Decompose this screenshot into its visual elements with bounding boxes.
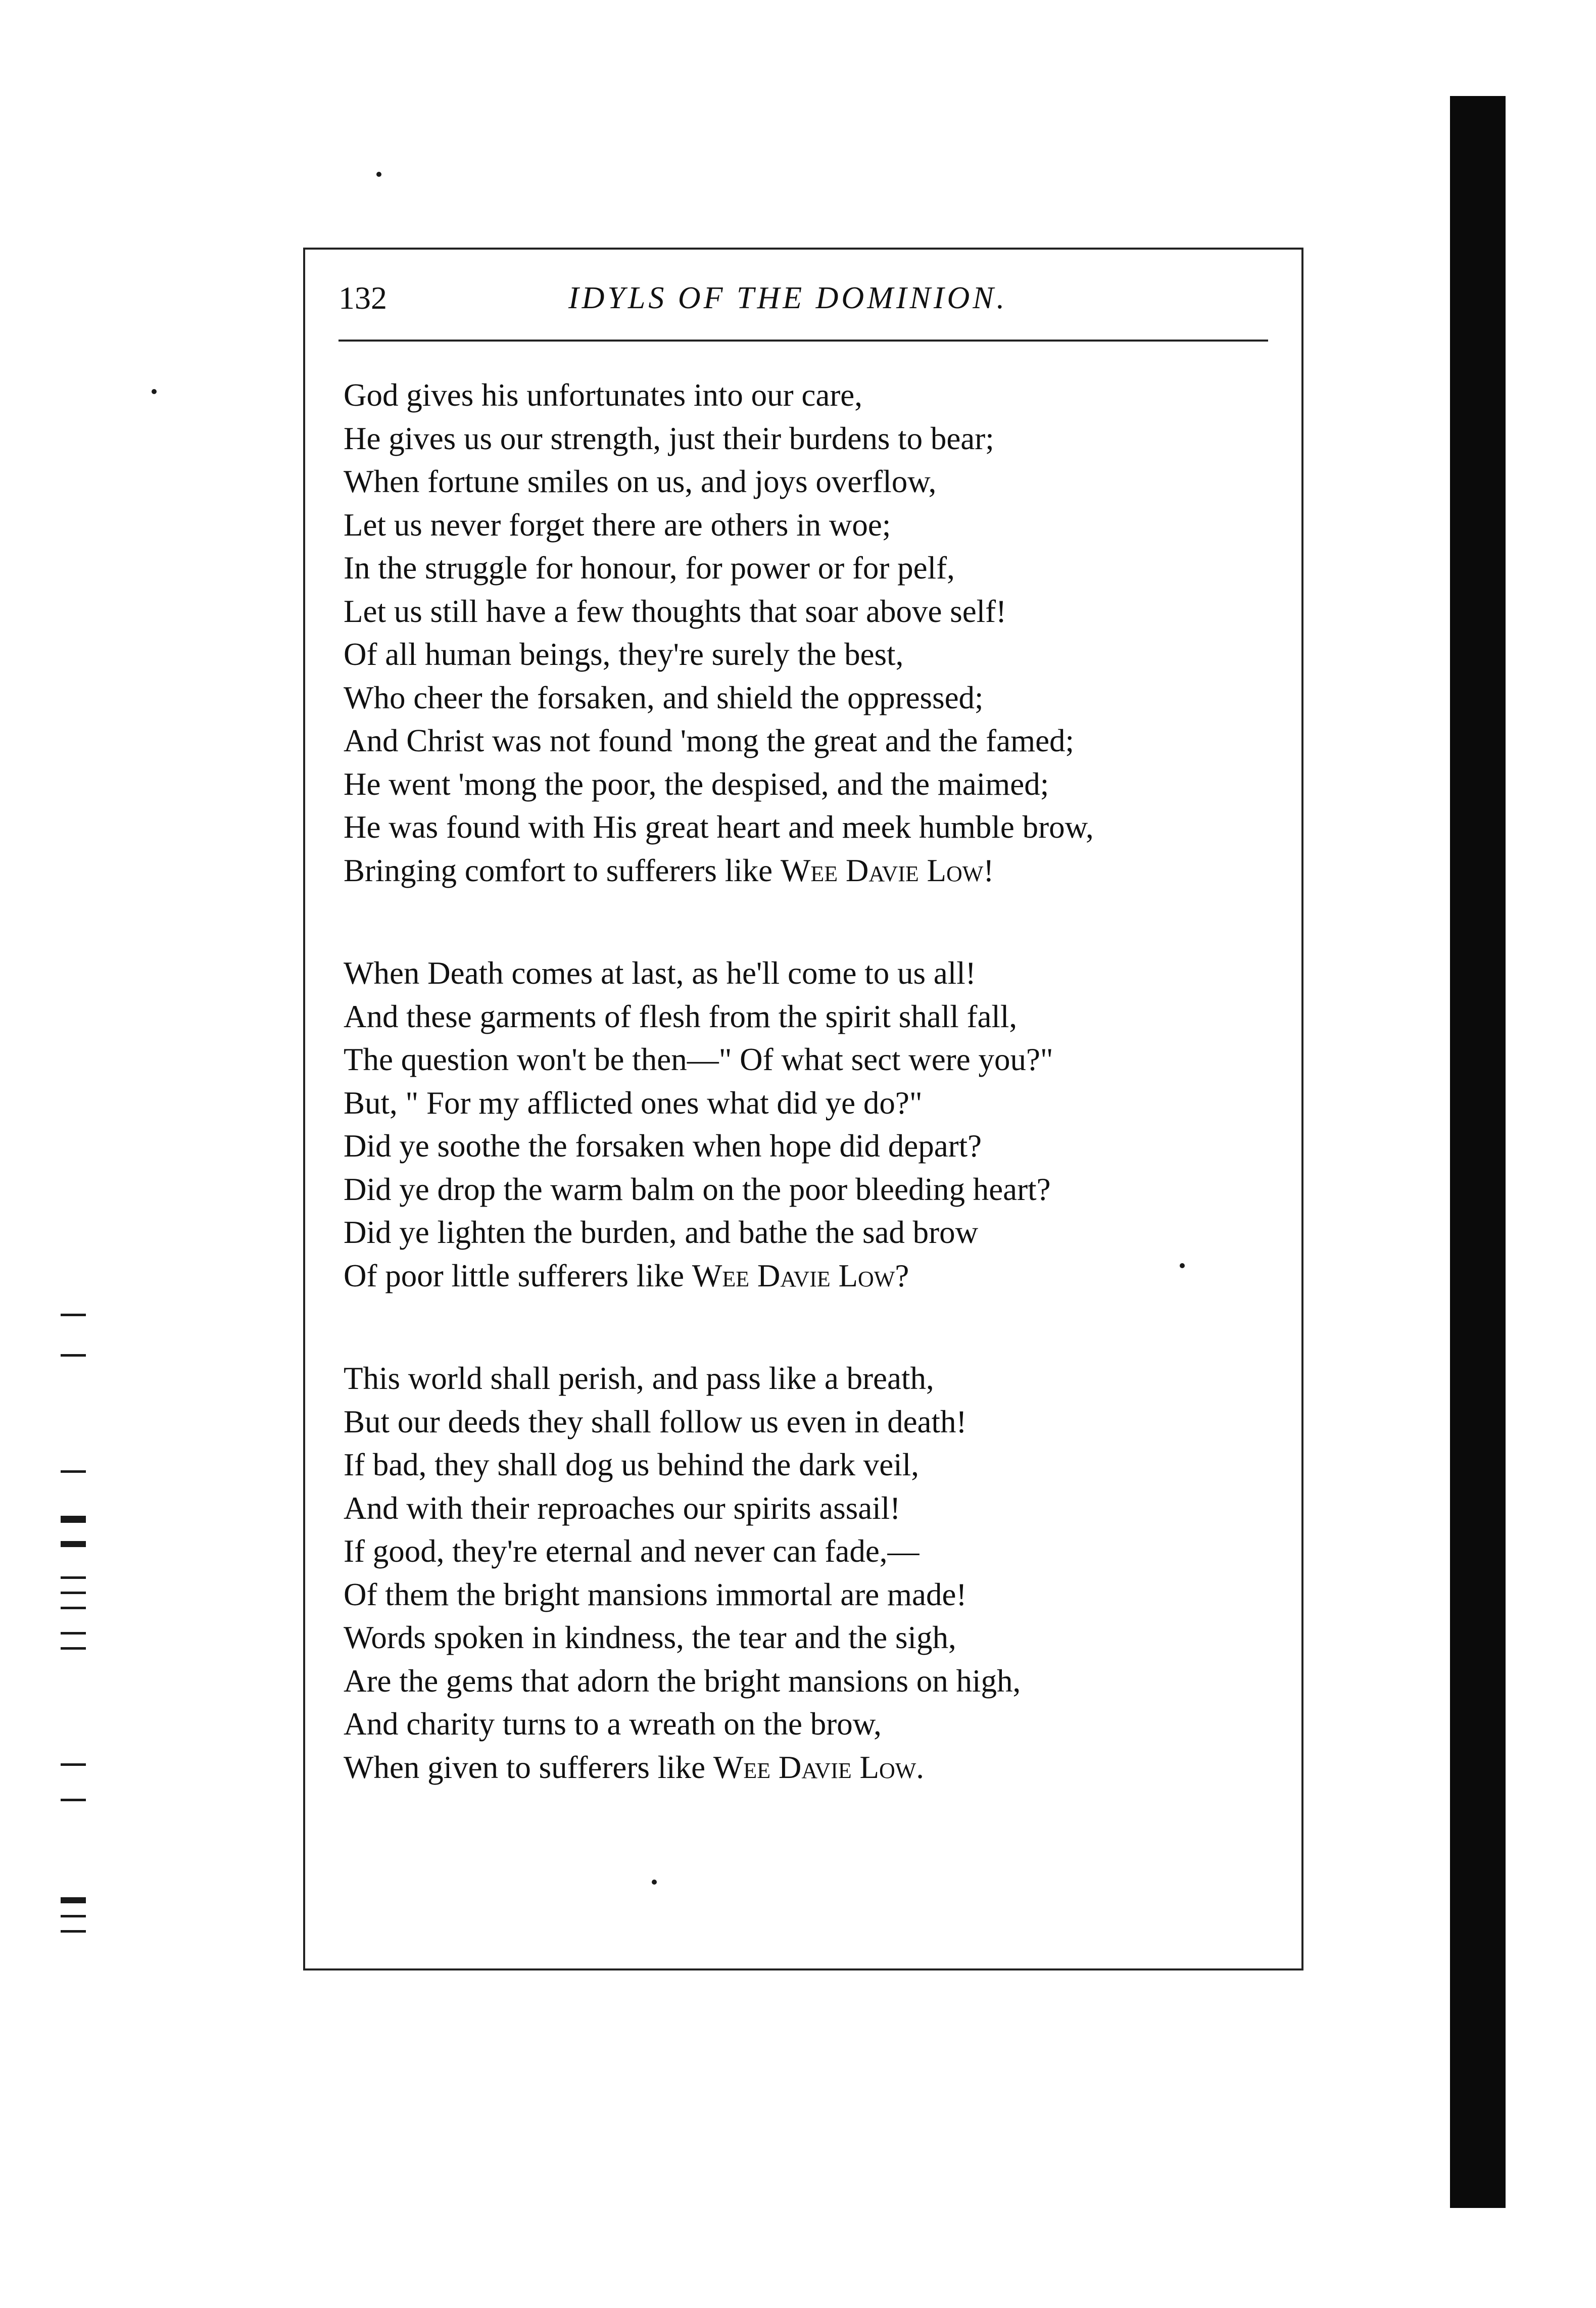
stanza: [344, 374, 1283, 892]
running-title: IDYLS OF THE DOMINION.: [568, 281, 1008, 315]
margin-mark: [61, 1799, 86, 1801]
line-text: Of poor little sufferers like: [344, 1258, 692, 1293]
line-text: And these garments of flesh from the spirit shall fall,: [344, 998, 1018, 1034]
poem-line: [344, 1357, 1283, 1401]
page-header: [338, 278, 1268, 333]
poem-line: [344, 1530, 1283, 1573]
poem-line: [344, 1082, 1283, 1125]
poem-line: [344, 806, 1283, 849]
margin-mark: [61, 1541, 86, 1547]
poem-line: [344, 547, 1283, 590]
poem-line: [344, 1487, 1283, 1530]
margin-mark: [61, 1576, 86, 1579]
line-text: In the struggle for honour, for power or for pelf,: [344, 550, 955, 586]
ink-speck: [376, 172, 381, 177]
line-text: If bad, they shall dog us behind the dark veil,: [344, 1447, 919, 1482]
poem-line: [344, 1038, 1283, 1082]
line-text: Let us never forget there are others in woe;: [344, 507, 891, 543]
poem-line: [344, 1211, 1283, 1255]
line-text: Did ye drop the warm balm on the poor bleeding heart?: [344, 1171, 1051, 1207]
margin-mark: [61, 1354, 86, 1357]
line-text: Of all human beings, they're surely the best,: [344, 637, 904, 672]
poem-line: [344, 1660, 1283, 1703]
line-text: When fortune smiles on us, and joys overflow,: [344, 464, 937, 499]
line-text: He gives us our strength, just their burdens to bear;: [344, 420, 994, 456]
ink-speck: [152, 389, 157, 394]
poem-line: [344, 1401, 1283, 1444]
poem-line: [344, 952, 1283, 995]
margin-mark: [61, 1592, 86, 1594]
margin-mark: [61, 1470, 86, 1473]
poem-line: [344, 633, 1283, 677]
line-text: And Christ was not found 'mong the great and the famed;: [344, 723, 1075, 758]
line-text: But our deeds they shall follow us even in death!: [344, 1404, 967, 1439]
margin-mark: [61, 1314, 86, 1316]
poem-line: [344, 1255, 1283, 1298]
poem-line: [344, 1746, 1283, 1790]
small-caps-name: Wee Davie Low: [692, 1258, 895, 1293]
poem-line: [344, 374, 1283, 417]
line-text: The question won't be then—" Of what sect were you?": [344, 1042, 1053, 1077]
line-text: Did ye lighten the burden, and bathe the sad brow: [344, 1215, 979, 1250]
margin-mark: [61, 1930, 86, 1933]
line-text: When Death comes at last, as he'll come to us all!: [344, 955, 976, 991]
line-text: Let us still have a few thoughts that soar above self!: [344, 593, 1007, 629]
poem-body: [344, 374, 1283, 1849]
line-text: But, " For my afflicted ones what did ye do?": [344, 1085, 923, 1121]
poem-line: [344, 1703, 1283, 1746]
poem-line: [344, 677, 1283, 720]
margin-mark: [61, 1647, 86, 1650]
line-text: He went 'mong the poor, the despised, and the maimed;: [344, 766, 1049, 802]
line-text: Are the gems that adorn the bright mansions on high,: [344, 1663, 1021, 1699]
line-text: This world shall perish, and pass like a breath,: [344, 1361, 934, 1396]
line-text: When given to sufferers like: [344, 1749, 713, 1785]
poem-line: [344, 995, 1283, 1039]
small-caps-name: Wee Davie Low: [713, 1749, 916, 1785]
page-number: 132: [338, 280, 387, 316]
margin-mark: [61, 1897, 86, 1903]
poem-line: [344, 1616, 1283, 1660]
line-text: And charity turns to a wreath on the brow,: [344, 1706, 882, 1742]
line-text: God gives his unfortunates into our care,: [344, 377, 863, 413]
small-caps-name: Wee Davie Low: [780, 852, 984, 888]
ink-speck: [1180, 1263, 1185, 1268]
margin-mark: [61, 1607, 86, 1609]
line-text: Bringing comfort to sufferers like: [344, 852, 781, 888]
stanza: [344, 1357, 1283, 1789]
line-punctuation: .: [916, 1749, 925, 1785]
poem-line: [344, 719, 1283, 763]
line-text: Words spoken in kindness, the tear and the sigh,: [344, 1620, 956, 1655]
poem-line: [344, 763, 1283, 806]
margin-mark: [61, 1763, 86, 1766]
line-punctuation: !: [983, 852, 994, 888]
poem-line: [344, 417, 1283, 461]
line-text: Of them the bright mansions immortal are made!: [344, 1576, 967, 1612]
ink-speck: [652, 1880, 657, 1885]
poem-line: [344, 1125, 1283, 1168]
poem-line: [344, 1573, 1283, 1617]
line-punctuation: ?: [895, 1258, 909, 1293]
margin-mark: [61, 1516, 86, 1523]
line-text: Did ye soothe the forsaken when hope did depart?: [344, 1128, 982, 1164]
stanza: [344, 952, 1283, 1297]
poem-line: [344, 460, 1283, 504]
line-text: And with their reproaches our spirits assail!: [344, 1490, 901, 1526]
line-text: Who cheer the forsaken, and shield the oppressed;: [344, 680, 984, 715]
poem-line: [344, 1168, 1283, 1212]
poem-line: [344, 1444, 1283, 1487]
margin-mark: [61, 1915, 86, 1917]
poem-line: [344, 849, 1283, 893]
margin-mark: [61, 1632, 86, 1634]
header-rule: [338, 340, 1268, 342]
line-text: If good, they're eternal and never can fade,—: [344, 1533, 920, 1569]
binding-edge: [1450, 96, 1506, 2208]
poem-line: [344, 590, 1283, 634]
poem-line: [344, 504, 1283, 547]
line-text: He was found with His great heart and meek humble brow,: [344, 809, 1094, 845]
